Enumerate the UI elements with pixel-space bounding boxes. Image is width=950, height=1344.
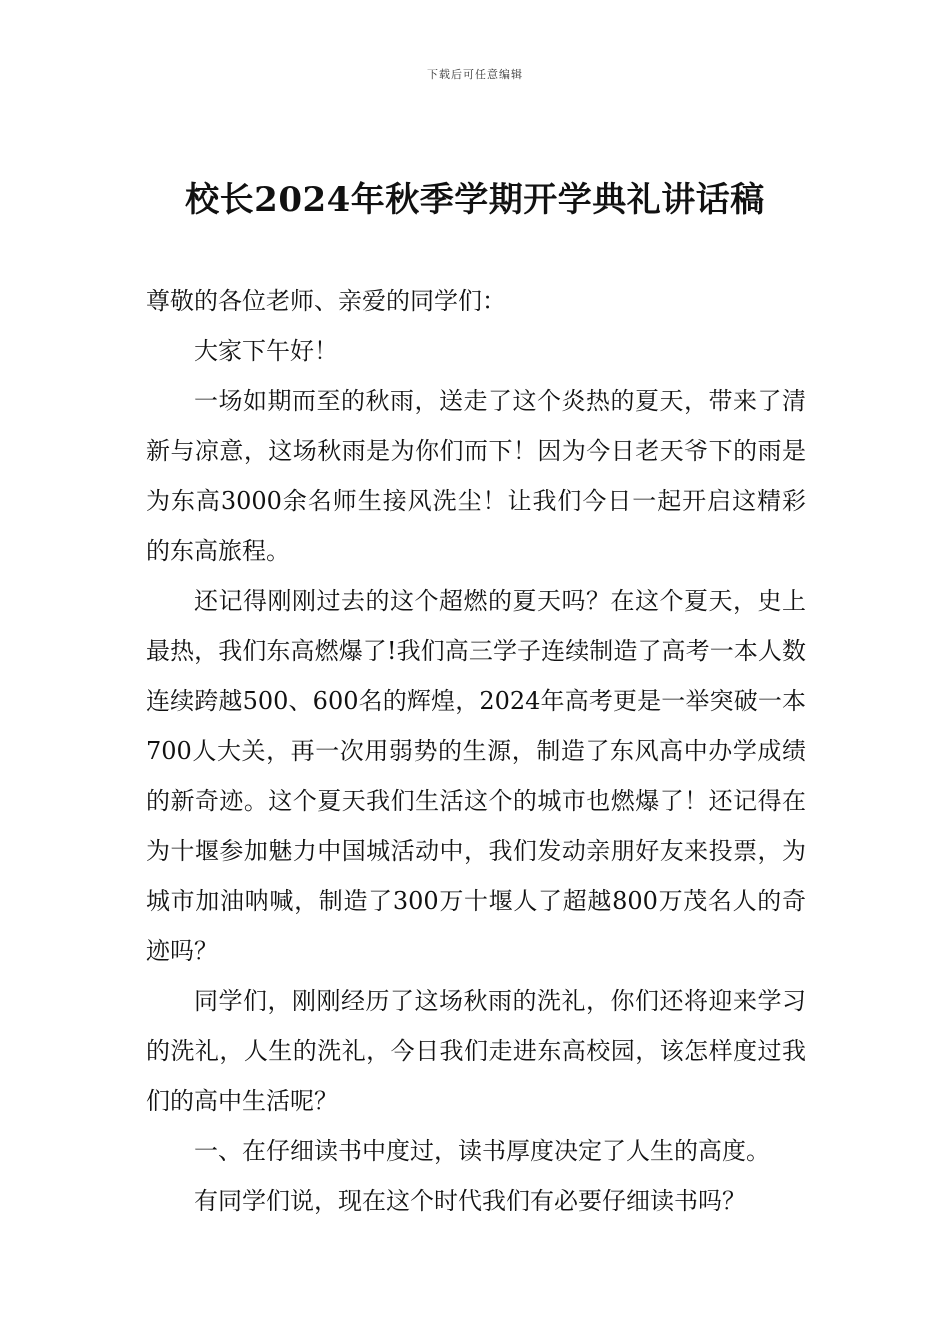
- paragraph: 同学们，刚刚经历了这场秋雨的洗礼，你们还将迎来学习的洗礼，人生的洗礼，今日我们走进东高校园，该怎样度过我们的高中生活呢？: [146, 987, 806, 1115]
- paragraph-greeting: 大家下午好！: [194, 337, 338, 365]
- salutation: 尊敬的各位老师、亲爱的同学们：: [146, 287, 506, 315]
- header-note: 下载后可任意编辑: [427, 68, 523, 81]
- paragraph: 有同学们说，现在这个时代我们有必要仔细读书吗？: [194, 1187, 746, 1215]
- document-body: [146, 276, 806, 1226]
- document-title: 校长2024年秋季学期开学典礼讲话稿: [185, 180, 765, 220]
- paragraph: 还记得刚刚过去的这个超燃的夏天吗？在这个夏天，史上最热，我们东高燃爆了!我们高三学子连续制造了高考一本人数连续跨越500、600名的辉煌，2024年高考更是一举突破一本700人大关，再一次用弱势的生源，制造了东风高中办学成绩的新奇迹。这个夏天我们生活这个的城市也燃爆了！还记得在为十堰参加魅力中国城活动中，我们发动亲朋好友来投票，为城市加油呐喊，制造了300万十堰人了超越800万茂名人的奇迹吗？: [146, 587, 806, 965]
- paragraph: 一场如期而至的秋雨，送走了这个炎热的夏天，带来了清新与凉意，这场秋雨是为你们而下！因为今日老天爷下的雨是为东高3000余名师生接风洗尘！让我们今日一起开启这精彩的东高旅程。: [146, 387, 806, 565]
- section-heading: 一、在仔细读书中度过，读书厚度决定了人生的高度。: [194, 1137, 770, 1165]
